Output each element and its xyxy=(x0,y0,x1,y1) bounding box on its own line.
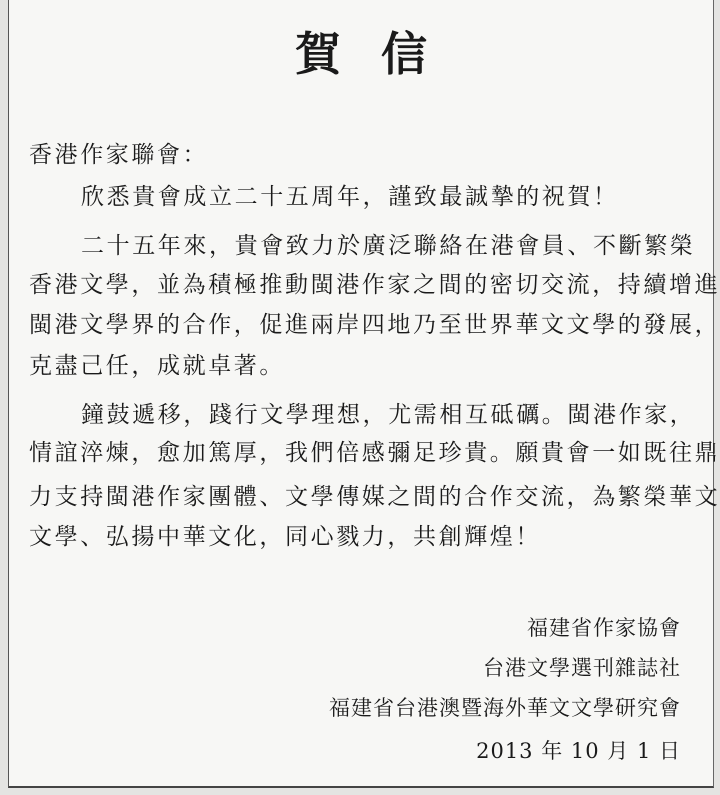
signatory: 台港文學選刊雜誌社 xyxy=(483,656,681,680)
signatory: 福建省台港澳暨海外華文文學研究會 xyxy=(329,696,681,720)
body-line: 閩港文學界的合作，促進兩岸四地乃至世界華文文學的發展， xyxy=(29,312,720,338)
body-line: 情誼淬煉，愈加篤厚，我們倍感彌足珍貴。願貴會一如既往鼎 xyxy=(29,440,720,466)
body-line: 欣悉貴會成立二十五周年，謹致最誠摯的祝賀！ xyxy=(81,184,619,210)
salutation: 香港作家聯會： xyxy=(29,142,209,168)
letter-date: 2013 年 10 月 1 日 xyxy=(476,739,681,763)
signatory: 福建省作家協會 xyxy=(527,616,681,640)
body-line: 力支持閩港作家團體、文學傳媒之間的合作交流，為繁榮華文 xyxy=(29,484,720,510)
body-line: 鐘鼓遞移，踐行文學理想，尤需相互砥礪。閩港作家， xyxy=(81,402,696,428)
body-line: 文學、弘揚中華文化，同心戮力，共創輝煌！ xyxy=(29,524,541,550)
letter-title: 賀信 xyxy=(295,27,467,81)
body-line: 香港文學，並為積極推動閩港作家之間的密切交流，持續增進 xyxy=(29,272,720,298)
body-line: 克盡己任，成就卓著。 xyxy=(29,353,285,379)
letter-page xyxy=(8,0,720,788)
body-line: 二十五年來，貴會致力於廣泛聯絡在港會員、不斷繁榮 xyxy=(81,233,696,259)
